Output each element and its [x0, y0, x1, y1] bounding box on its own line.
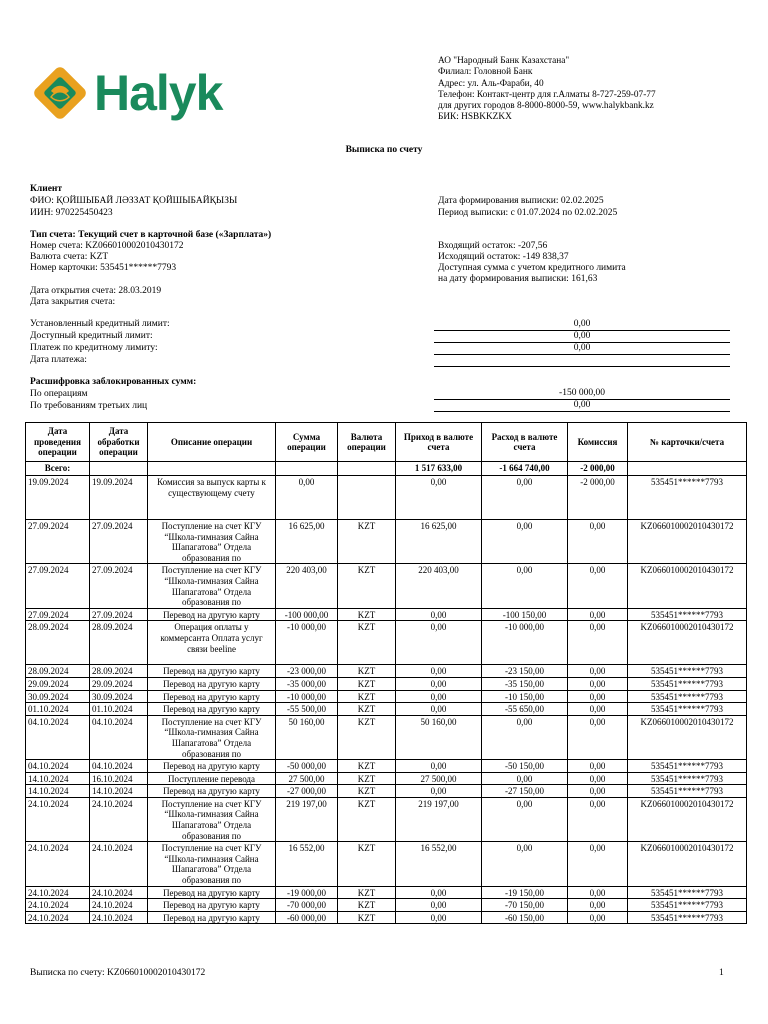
- table-row: [26, 760, 747, 773]
- cell-card: 535451******7793: [628, 785, 747, 798]
- cell-date: 30.09.2024: [26, 690, 90, 703]
- cell-proc-date: 27.09.2024: [90, 608, 148, 621]
- bank-phone-other: для других городов 8-8000-8000-59, www.halykbank.kz: [438, 101, 654, 112]
- table-row: [26, 564, 747, 608]
- cell-commission: 0,00: [568, 886, 628, 899]
- cell-expense: 0,00: [482, 772, 568, 785]
- cell-commission: 0,00: [568, 677, 628, 690]
- cell-card: KZ066010002010430172: [628, 842, 747, 886]
- blocked-third-party-value: 0,00: [434, 400, 730, 412]
- cell-description: Перевод на другую карту: [148, 690, 276, 703]
- table-header-row: [26, 423, 747, 462]
- cell-commission: 0,00: [568, 665, 628, 678]
- table-row: [26, 520, 747, 564]
- total-empty: [148, 462, 276, 476]
- cell-currency: KZT: [338, 760, 396, 773]
- cell-commission: 0,00: [568, 715, 628, 759]
- col-header-description: Описание операции: [148, 423, 276, 462]
- cell-currency: KZT: [338, 608, 396, 621]
- footer-account: Выписка по счету: KZ066010002010430172: [30, 968, 206, 978]
- table-row: [26, 690, 747, 703]
- col-header-date: Дата проведения операции: [26, 423, 90, 462]
- transactions-table: [25, 422, 747, 924]
- cell-description: Операция оплаты у коммерсанта Оплата услуг связи beeline: [148, 621, 276, 665]
- cell-proc-date: 01.10.2024: [90, 703, 148, 716]
- total-income: 1 517 633,00: [396, 462, 482, 476]
- cell-amount: -55 500,00: [276, 703, 338, 716]
- cell-income: 0,00: [396, 608, 482, 621]
- table-row: [26, 886, 747, 899]
- total-row: [26, 462, 747, 476]
- cell-currency: KZT: [338, 715, 396, 759]
- cell-income: 0,00: [396, 911, 482, 924]
- cell-income: 16 552,00: [396, 842, 482, 886]
- cell-expense: 0,00: [482, 797, 568, 841]
- cell-description: Поступление на счет КГУ “Школа-гимназия Сайна Шапагатова” Отдела образования по: [148, 842, 276, 886]
- cell-amount: -10 000,00: [276, 690, 338, 703]
- blocked-operations-label: По операциям: [30, 389, 88, 399]
- bank-address: Адрес: ул. Аль-Фараби, 40: [438, 78, 544, 89]
- table-row: [26, 797, 747, 841]
- cell-commission: 0,00: [568, 564, 628, 608]
- logo-text: Halyk: [94, 65, 223, 121]
- cell-currency: KZT: [338, 690, 396, 703]
- credit-limit-label: Установленный кредитный лимит:: [30, 319, 170, 329]
- cell-expense: -10 000,00: [482, 621, 568, 665]
- cell-amount: 219 197,00: [276, 797, 338, 841]
- cell-income: 27 500,00: [396, 772, 482, 785]
- cell-amount: -70 000,00: [276, 899, 338, 912]
- table-row: [26, 911, 747, 924]
- table-row: [26, 785, 747, 798]
- cell-currency: KZT: [338, 911, 396, 924]
- open-date: Дата открытия счета: 28.03.2019: [30, 286, 162, 296]
- cell-commission: 0,00: [568, 621, 628, 665]
- col-header-card: № карточки/счета: [628, 423, 747, 462]
- cell-description: Комиссия за выпуск карты к существующему счету: [148, 476, 276, 520]
- cell-date: 24.10.2024: [26, 911, 90, 924]
- payment-date-label: Дата платежа:: [30, 355, 87, 365]
- col-header-income: Приход в валюте счета: [396, 423, 482, 462]
- cell-amount: 50 160,00: [276, 715, 338, 759]
- available-credit-value: 0,00: [434, 331, 730, 343]
- account-type: Тип счета: Текущий счет в карточной базе («Зарплата»): [30, 230, 272, 240]
- cell-currency: KZT: [338, 703, 396, 716]
- cell-card: 535451******7793: [628, 703, 747, 716]
- cell-date: 24.10.2024: [26, 797, 90, 841]
- cell-date: 28.09.2024: [26, 665, 90, 678]
- cell-commission: -2 000,00: [568, 476, 628, 520]
- cell-date: 14.10.2024: [26, 785, 90, 798]
- total-expense: -1 664 740,00: [482, 462, 568, 476]
- cell-date: 29.09.2024: [26, 677, 90, 690]
- page-number: 1: [719, 968, 724, 978]
- available-credit-label: Доступный кредитный лимит:: [30, 331, 153, 341]
- cell-proc-date: 04.10.2024: [90, 760, 148, 773]
- cell-commission: 0,00: [568, 520, 628, 564]
- cell-card: KZ066010002010430172: [628, 797, 747, 841]
- blocked-heading: Расшифровка заблокированных сумм:: [30, 377, 197, 387]
- cell-income: 0,00: [396, 476, 482, 520]
- table-row: [26, 899, 747, 912]
- cell-amount: -19 000,00: [276, 886, 338, 899]
- cell-income: 0,00: [396, 690, 482, 703]
- col-header-expense: Расход в валюте счета: [482, 423, 568, 462]
- cell-commission: 0,00: [568, 772, 628, 785]
- cell-amount: 16 552,00: [276, 842, 338, 886]
- cell-commission: 0,00: [568, 690, 628, 703]
- col-header-proc-date: Дата обработки операции: [90, 423, 148, 462]
- cell-description: Поступление на счет КГУ “Школа-гимназия Сайна Шапагатова” Отдела образования по: [148, 564, 276, 608]
- cell-amount: 16 625,00: [276, 520, 338, 564]
- cell-expense: 0,00: [482, 520, 568, 564]
- cell-description: Поступление на счет КГУ “Школа-гимназия Сайна Шапагатова” Отдела образования по: [148, 797, 276, 841]
- cell-description: Поступление перевода: [148, 772, 276, 785]
- cell-description: Перевод на другую карту: [148, 911, 276, 924]
- bank-bik: БИК: HSBKKZKX: [438, 112, 512, 123]
- total-label: Всего:: [26, 462, 90, 476]
- cell-expense: -55 650,00: [482, 703, 568, 716]
- cell-date: 27.09.2024: [26, 520, 90, 564]
- total-empty: [276, 462, 338, 476]
- cell-card: KZ066010002010430172: [628, 621, 747, 665]
- cell-proc-date: 24.10.2024: [90, 911, 148, 924]
- cell-income: 0,00: [396, 760, 482, 773]
- cell-currency: KZT: [338, 842, 396, 886]
- cell-currency: KZT: [338, 899, 396, 912]
- cell-description: Перевод на другую карту: [148, 785, 276, 798]
- cell-income: 16 625,00: [396, 520, 482, 564]
- cell-expense: -100 150,00: [482, 608, 568, 621]
- cell-proc-date: 04.10.2024: [90, 715, 148, 759]
- closing-balance: Исходящий остаток: -149 838,37: [438, 252, 569, 262]
- cell-amount: -60 000,00: [276, 911, 338, 924]
- cell-amount: -35 000,00: [276, 677, 338, 690]
- cell-proc-date: 27.09.2024: [90, 520, 148, 564]
- cell-expense: -70 150,00: [482, 899, 568, 912]
- cell-currency: [338, 476, 396, 520]
- table-row: [26, 772, 747, 785]
- cell-expense: 0,00: [482, 842, 568, 886]
- cell-description: Перевод на другую карту: [148, 886, 276, 899]
- cell-expense: -60 150,00: [482, 911, 568, 924]
- cell-description: Перевод на другую карту: [148, 899, 276, 912]
- col-header-commission: Комиссия: [568, 423, 628, 462]
- cell-expense: -50 150,00: [482, 760, 568, 773]
- cell-commission: 0,00: [568, 911, 628, 924]
- cell-income: 0,00: [396, 677, 482, 690]
- cell-description: Перевод на другую карту: [148, 608, 276, 621]
- cell-description: Поступление на счет КГУ “Школа-гимназия Сайна Шапагатова” Отдела образования по: [148, 715, 276, 759]
- account-number: Номер счета: KZ066010002010430172: [30, 241, 184, 251]
- cell-description: Перевод на другую карту: [148, 703, 276, 716]
- cell-proc-date: 24.10.2024: [90, 842, 148, 886]
- cell-card: 535451******7793: [628, 677, 747, 690]
- client-heading: Клиент: [30, 184, 63, 194]
- cell-date: 24.10.2024: [26, 842, 90, 886]
- cell-income: 219 197,00: [396, 797, 482, 841]
- cell-expense: -19 150,00: [482, 886, 568, 899]
- payment-date-value: [434, 355, 730, 367]
- cell-card: 535451******7793: [628, 665, 747, 678]
- cell-commission: 0,00: [568, 797, 628, 841]
- cell-currency: KZT: [338, 520, 396, 564]
- cell-proc-date: 28.09.2024: [90, 621, 148, 665]
- cell-date: 27.09.2024: [26, 608, 90, 621]
- cell-commission: 0,00: [568, 760, 628, 773]
- cell-amount: -27 000,00: [276, 785, 338, 798]
- cell-card: KZ066010002010430172: [628, 520, 747, 564]
- cell-card: 535451******7793: [628, 760, 747, 773]
- page-title: Выписка по счету: [345, 145, 423, 155]
- cell-card: 535451******7793: [628, 608, 747, 621]
- credit-limit-value: 0,00: [434, 319, 730, 331]
- cell-card: 535451******7793: [628, 690, 747, 703]
- cell-commission: 0,00: [568, 842, 628, 886]
- client-iin: ИИН: 970225450423: [30, 208, 113, 218]
- close-date: Дата закрытия счета:: [30, 297, 116, 307]
- cell-amount: -10 000,00: [276, 621, 338, 665]
- cell-income: 0,00: [396, 899, 482, 912]
- cell-date: 27.09.2024: [26, 564, 90, 608]
- bank-branch: Филиал: Головной Банк: [438, 67, 533, 78]
- cell-date: 24.10.2024: [26, 899, 90, 912]
- cell-commission: 0,00: [568, 608, 628, 621]
- cell-income: 0,00: [396, 785, 482, 798]
- cell-currency: KZT: [338, 677, 396, 690]
- col-header-amount: Сумма операции: [276, 423, 338, 462]
- cell-currency: KZT: [338, 665, 396, 678]
- table-row: [26, 842, 747, 886]
- cell-commission: 0,00: [568, 785, 628, 798]
- cell-expense: -35 150,00: [482, 677, 568, 690]
- bank-phone: Телефон: Контакт-центр для г.Алматы 8-727-259-07-77: [438, 89, 656, 100]
- cell-currency: KZT: [338, 564, 396, 608]
- credit-payment-value: 0,00: [434, 343, 730, 355]
- available-amount: на дату формирования выписки: 161,63: [438, 274, 598, 284]
- cell-proc-date: 24.10.2024: [90, 886, 148, 899]
- table-row: [26, 677, 747, 690]
- cell-expense: 0,00: [482, 564, 568, 608]
- cell-expense: -10 150,00: [482, 690, 568, 703]
- cell-description: Перевод на другую карту: [148, 665, 276, 678]
- cell-proc-date: 14.10.2024: [90, 785, 148, 798]
- cell-date: 19.09.2024: [26, 476, 90, 520]
- cell-card: KZ066010002010430172: [628, 715, 747, 759]
- cell-income: 220 403,00: [396, 564, 482, 608]
- table-row: [26, 621, 747, 665]
- total-empty: [90, 462, 148, 476]
- cell-amount: -50 000,00: [276, 760, 338, 773]
- cell-proc-date: 28.09.2024: [90, 665, 148, 678]
- opening-balance: Входящий остаток: -207,56: [438, 241, 548, 251]
- card-number: Номер карточки: 535451******7793: [30, 263, 177, 273]
- cell-amount: -100 000,00: [276, 608, 338, 621]
- cell-commission: 0,00: [568, 899, 628, 912]
- cell-currency: KZT: [338, 772, 396, 785]
- cell-expense: -27 150,00: [482, 785, 568, 798]
- blocked-third-party-label: По требованиям третьих лиц: [30, 401, 148, 411]
- cell-amount: -23 000,00: [276, 665, 338, 678]
- cell-proc-date: 16.10.2024: [90, 772, 148, 785]
- cell-currency: KZT: [338, 797, 396, 841]
- cell-date: 01.10.2024: [26, 703, 90, 716]
- cell-card: 535451******7793: [628, 772, 747, 785]
- cell-income: 0,00: [396, 621, 482, 665]
- cell-card: 535451******7793: [628, 899, 747, 912]
- cell-description: Перевод на другую карту: [148, 760, 276, 773]
- table-row: [26, 703, 747, 716]
- cell-proc-date: 27.09.2024: [90, 564, 148, 608]
- cell-card: 535451******7793: [628, 911, 747, 924]
- available-amount-label: Доступная сумма с учетом кредитного лимита: [438, 263, 626, 273]
- cell-description: Поступление на счет КГУ “Школа-гимназия Сайна Шапагатова” Отдела образования по: [148, 520, 276, 564]
- cell-proc-date: 29.09.2024: [90, 677, 148, 690]
- cell-income: 50 160,00: [396, 715, 482, 759]
- table-row: [26, 476, 747, 520]
- col-header-currency: Валюта операции: [338, 423, 396, 462]
- cell-expense: -23 150,00: [482, 665, 568, 678]
- table-row: [26, 608, 747, 621]
- cell-card: KZ066010002010430172: [628, 564, 747, 608]
- cell-income: 0,00: [396, 886, 482, 899]
- cell-date: 28.09.2024: [26, 621, 90, 665]
- account-currency: Валюта счета: KZT: [30, 252, 109, 262]
- cell-proc-date: 24.10.2024: [90, 899, 148, 912]
- cell-card: 535451******7793: [628, 476, 747, 520]
- total-empty: [338, 462, 396, 476]
- cell-income: 0,00: [396, 665, 482, 678]
- cell-income: 0,00: [396, 703, 482, 716]
- bank-info: [438, 56, 656, 124]
- credit-payment-label: Платеж по кредитному лимиту:: [30, 343, 158, 353]
- cell-date: 04.10.2024: [26, 760, 90, 773]
- cell-description: Перевод на другую карту: [148, 677, 276, 690]
- cell-commission: 0,00: [568, 703, 628, 716]
- table-row: [26, 715, 747, 759]
- total-commission: -2 000,00: [568, 462, 628, 476]
- statement-formed-date: Дата формирования выписки: 02.02.2025: [438, 196, 604, 206]
- bank-name: АО "Народный Банк Казахстана": [438, 56, 570, 66]
- statement-period: Период выписки: с 01.07.2024 по 02.02.2025: [438, 208, 618, 218]
- cell-proc-date: 24.10.2024: [90, 797, 148, 841]
- cell-amount: 27 500,00: [276, 772, 338, 785]
- blocked-operations-value: -150 000,00: [434, 388, 730, 400]
- cell-expense: 0,00: [482, 715, 568, 759]
- cell-currency: KZT: [338, 785, 396, 798]
- cell-amount: 0,00: [276, 476, 338, 520]
- cell-currency: KZT: [338, 621, 396, 665]
- cell-date: 04.10.2024: [26, 715, 90, 759]
- client-fio: ФИО: ҚОЙШЫБАЙ ЛӘЗЗАТ ҚОЙШЫБАЙҚЫЗЫ: [30, 196, 238, 206]
- cell-proc-date: 19.09.2024: [90, 476, 148, 520]
- cell-amount: 220 403,00: [276, 564, 338, 608]
- cell-card: 535451******7793: [628, 886, 747, 899]
- cell-proc-date: 30.09.2024: [90, 690, 148, 703]
- cell-currency: KZT: [338, 886, 396, 899]
- halyk-logo: [30, 62, 245, 124]
- total-empty: [628, 462, 747, 476]
- cell-expense: 0,00: [482, 476, 568, 520]
- cell-date: 24.10.2024: [26, 886, 90, 899]
- cell-date: 14.10.2024: [26, 772, 90, 785]
- table-row: [26, 665, 747, 678]
